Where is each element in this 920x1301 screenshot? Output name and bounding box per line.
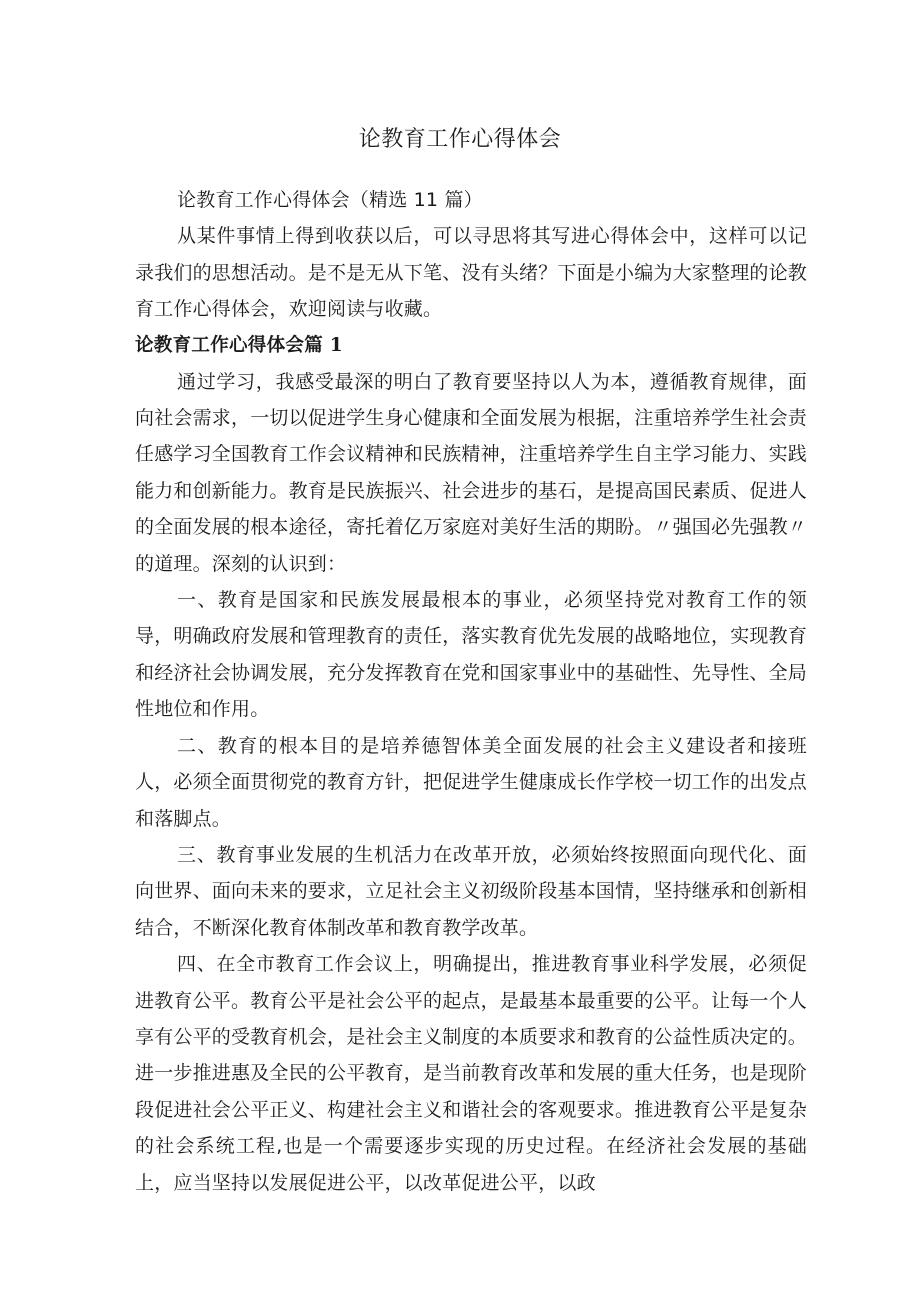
intro-paragraph: 从某件事情上得到收获以后，可以寻思将其写进心得体会中，这样可以记录我们的思想活动。是不是无从下笔、没有头绪？下面是小编为大家整理的论教育工作心得体会，欢迎阅读与收藏。 [135, 225, 808, 321]
document-body [135, 182, 807, 1201]
body-paragraph: 三、教育事业发展的生机活力在改革开放，必须始终按照面向现代化、面向世界、面向未来的要求，立足社会主义初级阶段基本国情，坚持继承和创新相结合，不断深化教育体制改革和教育教学改革。 [135, 843, 808, 939]
body-paragraph: 通过学习，我感受最深的明白了教育要坚持以人为本，遵循教育规律，面向社会需求，一切以促进学生身心健康和全面发展为根据，注重培养学生社会责任感学习全国教育工作会议精神和民族精神，注重培养学生自主学习能力、实践能力和创新能力。教育是民族振兴、社会进步的基石，是提高国民素质、促进人的全面发展的根本途径，寄托着亿万家庭对美好生活的期盼。〃强国必先强教〃的道理。深刻的认识到： [135, 370, 808, 575]
section-heading: 论教育工作心得体会篇 1 [135, 334, 343, 356]
body-paragraph: 二、教育的根本目的是培养德智体美全面发展的社会主义建设者和接班人，必须全面贯彻党的教育方针，把促进学生健康成长作学校一切工作的出发点和落脚点。 [135, 734, 808, 830]
body-paragraph: 四、在全市教育工作会议上，明确提出，推进教育事业科学发展，必须促进教育公平。教育公平是社会公平的起点，是最基本最重要的公平。让每一个人享有公平的受教育机会，是社会主义制度的本质要求和教育的公益性质决定的。进一步推进惠及全民的公平教育，是当前教育改革和发展的重大任务，也是现阶段促进社会公平正义、构建社会主义和谐社会的客观要求。推进教育公平是复杂的社会系统工程,也是一个需要逐步实现的历史过程。在经济社会发展的基础上，应当坚持以发展促进公平，以改革促进公平，以政 [135, 953, 808, 1194]
document-title: 论教育工作心得体会 [358, 127, 562, 152]
body-paragraph: 一、教育是国家和民族发展最根本的事业，必须坚持党对教育工作的领导，明确政府发展和管理教育的责任，落实教育优先发展的战略地位，实现教育和经济社会协调发展，充分发挥教育在党和国家事业中的基础性、先导性、全局性地位和作用。 [135, 589, 808, 721]
document-subtitle: 论教育工作心得体会（精选 11 篇） [177, 189, 483, 211]
